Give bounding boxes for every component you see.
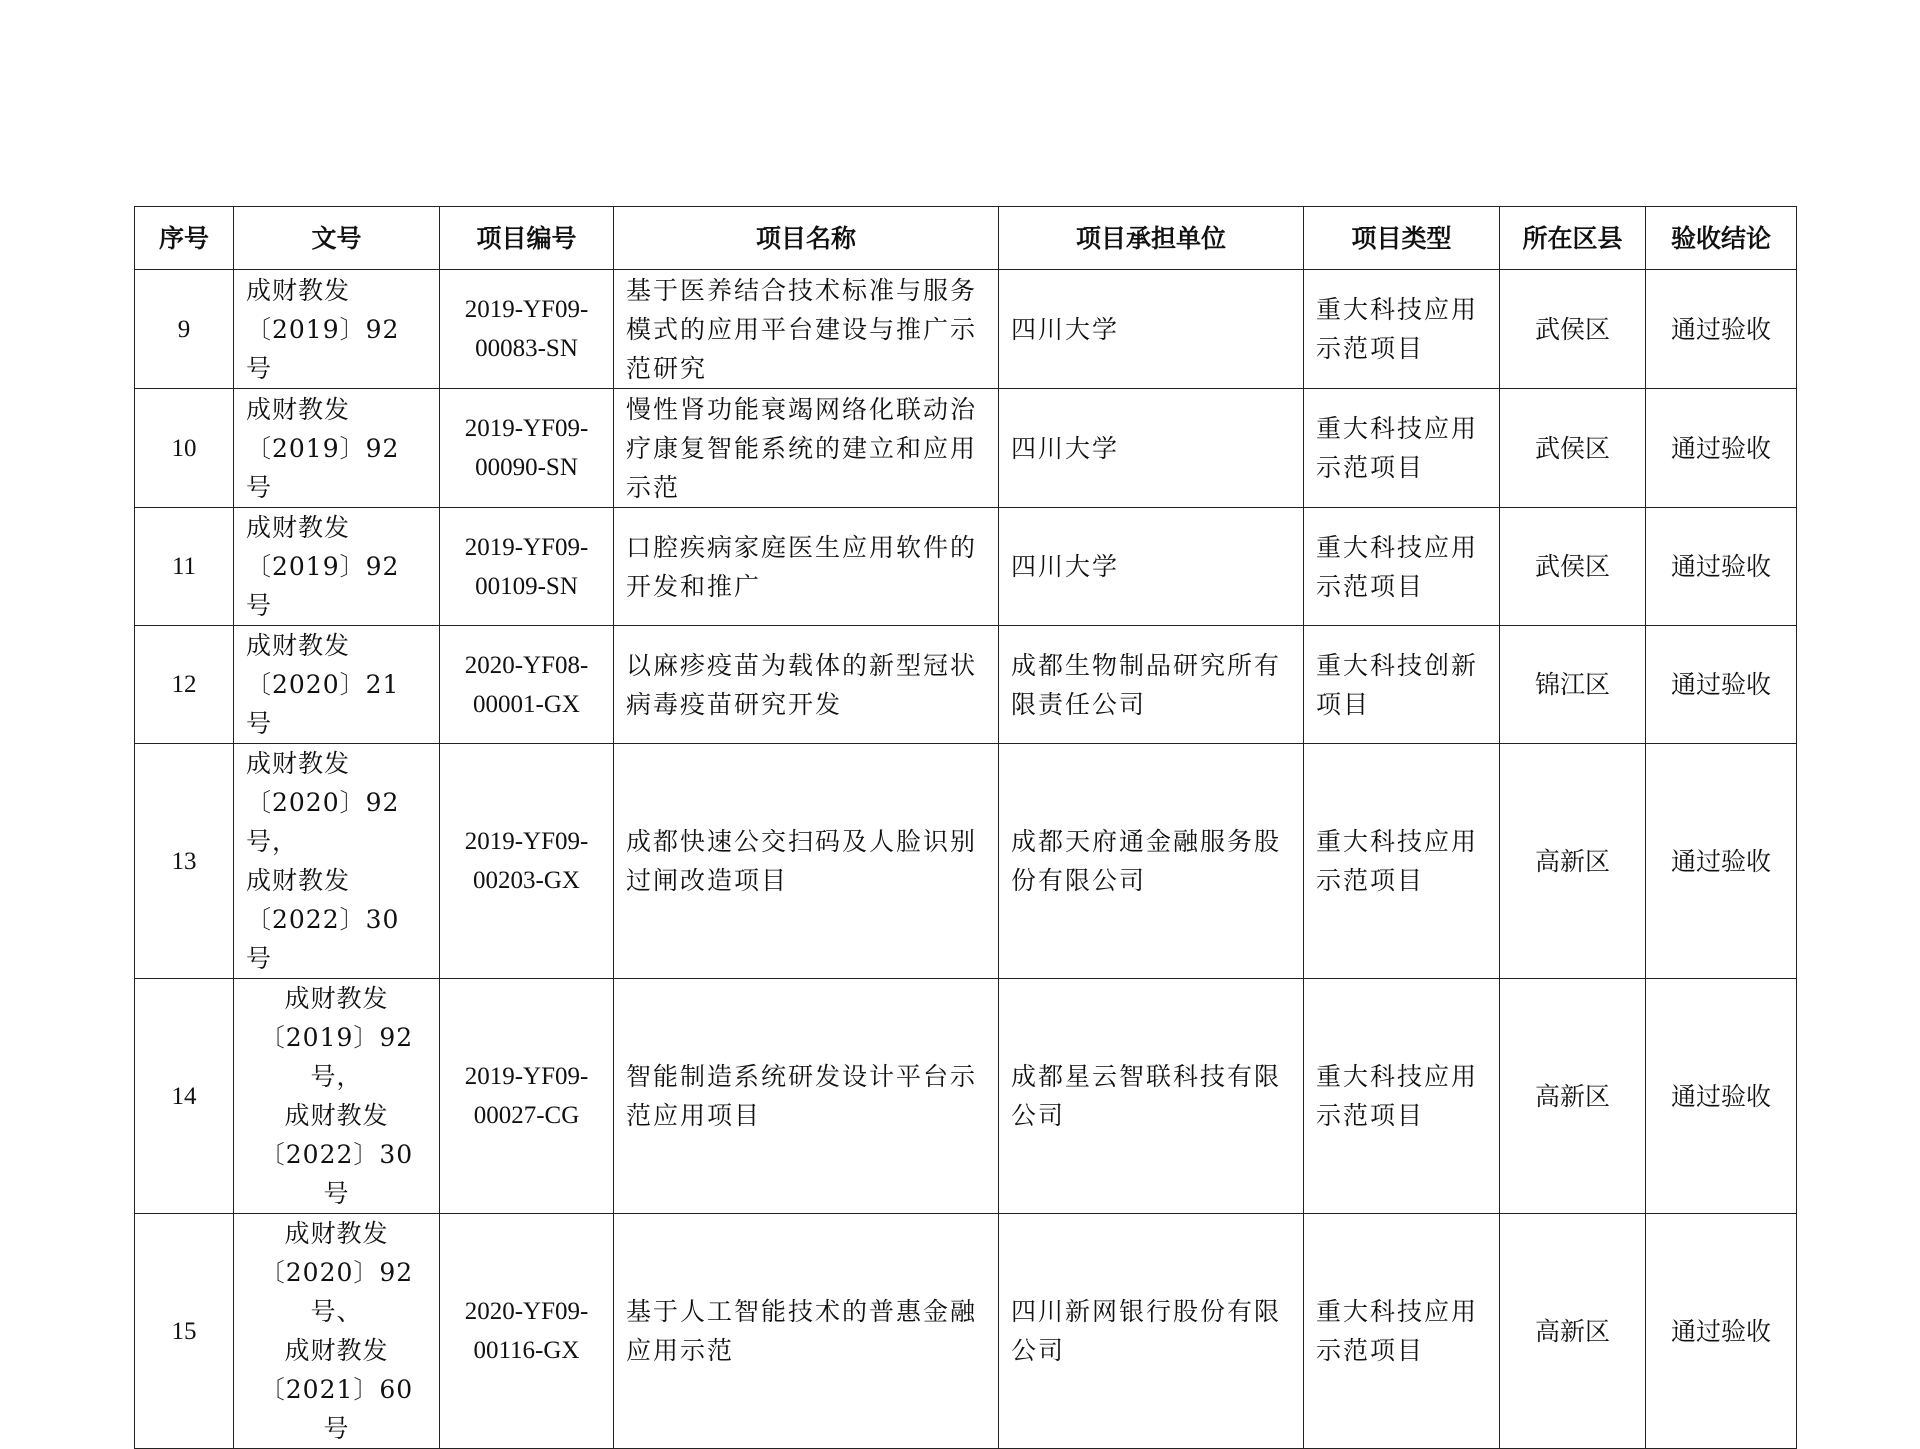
cell-seq: 14 [135, 979, 234, 1214]
cell-project-name: 基于人工智能技术的普惠金融应用示范 [614, 1214, 999, 1449]
header-seq: 序号 [135, 207, 234, 270]
doc-no-line: 〔2019〕92 号 [246, 433, 400, 502]
code-line: 00116-GX [473, 1337, 580, 1364]
doc-no-line: 成财教发 [284, 1336, 389, 1365]
cell-district: 武侯区 [1500, 270, 1646, 389]
cell-result: 通过验收 [1646, 270, 1797, 389]
cell-result: 通过验收 [1646, 1214, 1797, 1449]
cell-project-code [440, 626, 614, 744]
header-district: 所在区县 [1500, 207, 1646, 270]
cell-seq: 11 [135, 508, 234, 626]
cell-doc-no [234, 744, 440, 979]
doc-no-line: 成财教发 [284, 984, 389, 1013]
cell-district: 武侯区 [1500, 389, 1646, 508]
code-line: 2019-YF09- [464, 1063, 589, 1090]
code-line: 00027-CG [473, 1102, 580, 1129]
doc-no-line: 〔2020〕21 号 [246, 670, 400, 738]
doc-no-line: 成财教发 [246, 275, 351, 305]
doc-no-line: 成财教发 [246, 749, 351, 778]
cell-doc-no [234, 508, 440, 626]
table-body [135, 270, 1797, 1449]
doc-no-line: 〔2022〕30 号 [259, 1140, 414, 1208]
cell-district: 高新区 [1500, 979, 1646, 1214]
code-line: 2020-YF08- [464, 651, 589, 679]
code-line: 2019-YF09- [464, 296, 589, 323]
cell-type: 重大科技应用示范项目 [1304, 979, 1500, 1214]
cell-unit: 四川大学 [999, 508, 1304, 626]
cell-project-name: 智能制造系统研发设计平台示范应用项目 [614, 979, 999, 1214]
cell-unit: 四川大学 [999, 389, 1304, 508]
cell-doc-no [234, 1214, 440, 1449]
doc-no-line: 成财教发 [284, 1219, 389, 1248]
cell-seq: 13 [135, 744, 234, 979]
table-row [135, 626, 1797, 744]
header-project-type: 项目类型 [1304, 207, 1500, 270]
cell-doc-no [234, 389, 440, 508]
cell-project-code [440, 744, 614, 979]
cell-district: 高新区 [1500, 744, 1646, 979]
cell-seq: 15 [135, 1214, 234, 1449]
cell-project-code [440, 270, 614, 389]
cell-project-code [440, 389, 614, 508]
code-line: 2020-YF09- [464, 1298, 589, 1325]
cell-unit: 成都天府通金融服务股份有限公司 [999, 744, 1304, 979]
cell-unit: 成都星云智联科技有限公司 [999, 979, 1304, 1214]
cell-project-code [440, 1214, 614, 1449]
cell-seq: 12 [135, 626, 234, 744]
doc-no-line: 成财教发 [246, 866, 351, 895]
cell-project-name: 口腔疾病家庭医生应用软件的开发和推广 [614, 508, 999, 626]
cell-unit: 成都生物制品研究所有限责任公司 [999, 626, 1304, 744]
cell-type: 重大科技应用示范项目 [1304, 1214, 1500, 1449]
cell-district: 武侯区 [1500, 508, 1646, 626]
table-row [135, 744, 1797, 979]
doc-no-line: 成财教发 [246, 631, 351, 660]
cell-district: 高新区 [1500, 1214, 1646, 1449]
cell-unit: 四川大学 [999, 270, 1304, 389]
cell-unit: 四川新网银行股份有限公司 [999, 1214, 1304, 1449]
cell-district: 锦江区 [1500, 626, 1646, 744]
header-project-code: 项目编号 [440, 207, 614, 270]
code-line: 00001-GX [473, 690, 580, 718]
cell-seq: 9 [135, 270, 234, 389]
header-doc-no: 文号 [234, 207, 440, 270]
doc-no-line: 〔2019〕92 号， [259, 1023, 414, 1091]
code-line: 00083-SN [475, 335, 578, 362]
table-row [135, 1214, 1797, 1449]
doc-no-line: 〔2019〕92 号 [246, 552, 400, 620]
code-line: 00090-SN [475, 454, 578, 481]
cell-result: 通过验收 [1646, 389, 1797, 508]
doc-no-line: 〔2021〕60 号 [259, 1375, 414, 1443]
doc-no-line: 〔2019〕92 号 [246, 314, 400, 383]
cell-project-code [440, 979, 614, 1214]
cell-project-code [440, 508, 614, 626]
code-line: 2019-YF09- [464, 533, 589, 561]
project-acceptance-table [134, 206, 1797, 1449]
header-acceptance-result: 验收结论 [1646, 207, 1797, 270]
cell-result: 通过验收 [1646, 979, 1797, 1214]
code-line: 2019-YF09- [464, 828, 589, 855]
code-line: 00109-SN [475, 572, 578, 600]
cell-type: 重大科技应用示范项目 [1304, 389, 1500, 508]
table-header [135, 207, 1797, 270]
doc-no-line: 成财教发 [246, 513, 351, 542]
header-project-name: 项目名称 [614, 207, 999, 270]
code-line: 2019-YF09- [464, 415, 589, 442]
cell-doc-no [234, 270, 440, 389]
doc-no-line: 〔2022〕30 号 [246, 905, 400, 973]
doc-no-line: 〔2020〕92 号， [246, 788, 400, 856]
header-row [135, 207, 1797, 270]
doc-no-line: 〔2020〕92 号、 [259, 1258, 414, 1326]
cell-type: 重大科技应用示范项目 [1304, 508, 1500, 626]
table-row [135, 979, 1797, 1214]
cell-doc-no [234, 979, 440, 1214]
cell-result: 通过验收 [1646, 508, 1797, 626]
doc-no-line: 成财教发 [284, 1101, 389, 1130]
cell-project-name: 慢性肾功能衰竭网络化联动治疗康复智能系统的建立和应用示范 [614, 389, 999, 508]
cell-type: 重大科技应用示范项目 [1304, 270, 1500, 389]
table-row [135, 508, 1797, 626]
code-line: 00203-GX [473, 867, 580, 894]
table-row [135, 270, 1797, 389]
cell-project-name: 基于医养结合技术标准与服务模式的应用平台建设与推广示范研究 [614, 270, 999, 389]
cell-result: 通过验收 [1646, 744, 1797, 979]
doc-no-line: 成财教发 [246, 394, 351, 424]
cell-doc-no [234, 626, 440, 744]
cell-project-name: 以麻疹疫苗为载体的新型冠状病毒疫苗研究开发 [614, 626, 999, 744]
cell-seq: 10 [135, 389, 234, 508]
cell-project-name: 成都快速公交扫码及人脸识别过闸改造项目 [614, 744, 999, 979]
cell-type: 重大科技应用示范项目 [1304, 744, 1500, 979]
table-row [135, 389, 1797, 508]
header-undertaking-unit: 项目承担单位 [999, 207, 1304, 270]
cell-type: 重大科技创新项目 [1304, 626, 1500, 744]
cell-result: 通过验收 [1646, 626, 1797, 744]
